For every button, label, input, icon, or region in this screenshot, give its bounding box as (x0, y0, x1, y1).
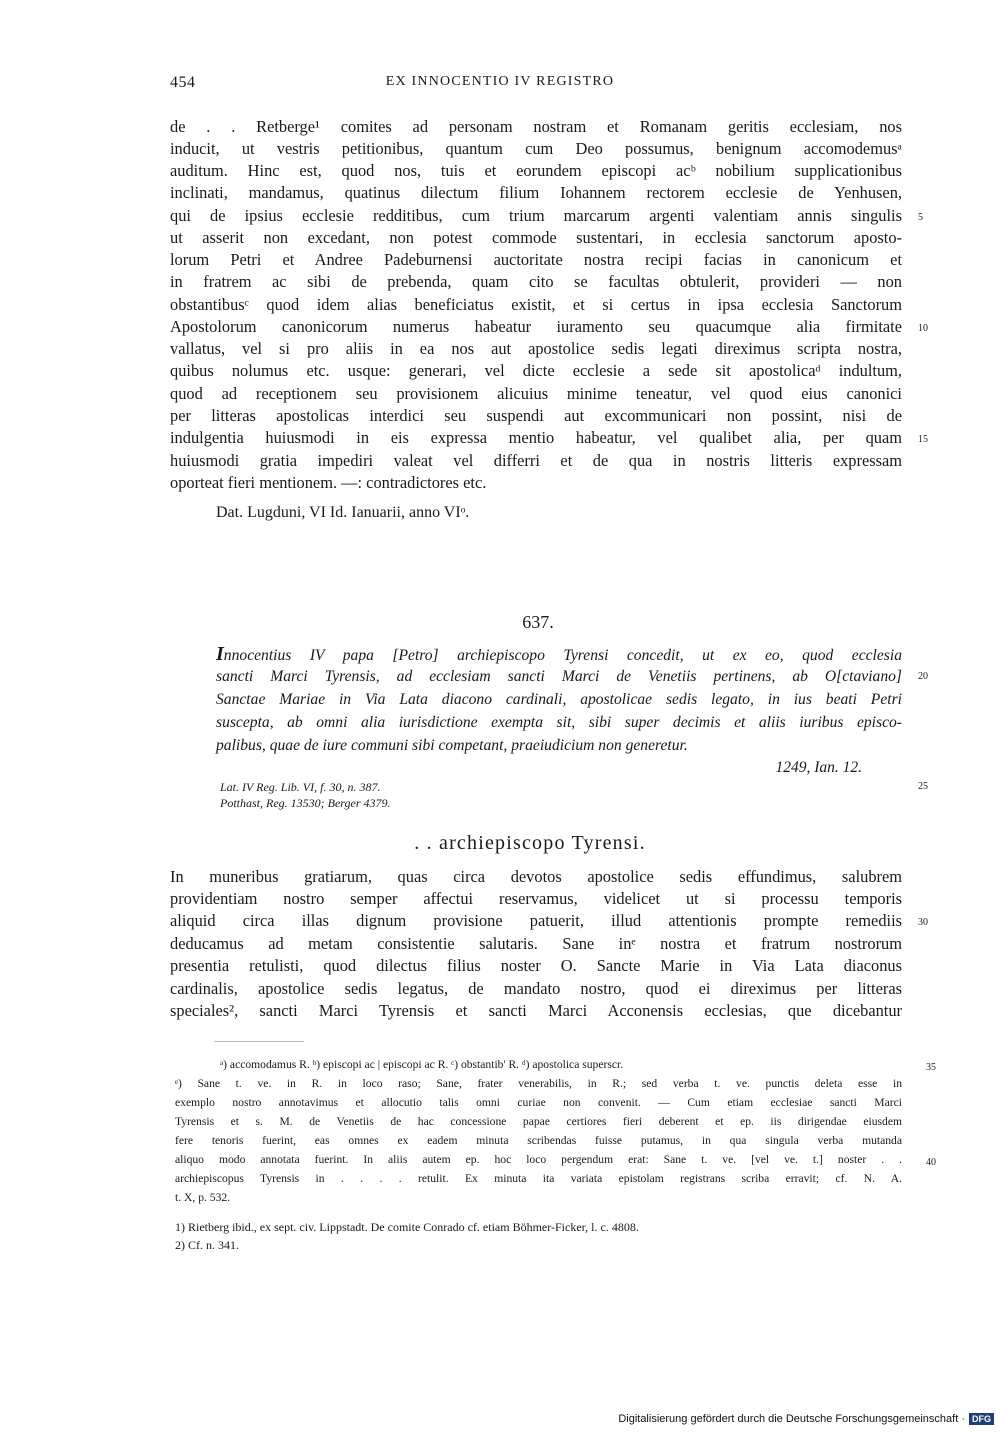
line-number: 5 (918, 212, 923, 223)
body-line: qui de ipsius ecclesie redditibus, cum trium marcarum argenti valentiam annis singulis (170, 206, 902, 225)
line-number: 20 (918, 671, 928, 682)
footnote-line: fere tenoris fuerint, eas omnes ex eadem minuta scribendas fuisse putamus, in qua singula verba mutanda (175, 1134, 902, 1147)
line-number: 15 (918, 434, 928, 445)
body-line: indulgentia huiusmodi in eis expressa mentio habeatur, vel qualibet alia, per quam (170, 428, 902, 447)
page-number: 454 (170, 74, 196, 91)
body-line: quibus nolumus etc. usque: generari, vel dicte ecclesie a sede sit apostolicaᵈ indultum, (170, 361, 902, 380)
line-number: 30 (918, 917, 928, 928)
letter-line: presentia retulisti, quod dilectus filius noster O. Sancte Marie in Via Lata diaconus (170, 956, 902, 975)
regest-line: palibus, quae de iure communi sibi competant, praeiudicium non generetur. (216, 737, 688, 754)
document-date: 1249, Ian. 12. (775, 759, 862, 776)
historical-note: 1) Rietberg ibid., ex sept. civ. Lippstadt. De comite Conrado cf. etiam Böhmer-Ficker, l. c. 4808. (175, 1220, 639, 1234)
body-line: inclinati, mandamus, quatinus dilectum filium Iohannem rectorem ecclesie de Yenhusen, (170, 183, 902, 202)
body-line: inducit, ut vestris petitionibus, quantum cum Deo possumus, benignum accomodemusᵃ (170, 139, 902, 158)
regest-line: sancti Marci Tyrensis, ad ecclesiam sancti Marci de Venetiis pertinens, ab O[ctaviano] (216, 668, 902, 685)
body-line: de . . Retberge¹ comites ad personam nostram et Romanam geritis ecclesiam, nos (170, 117, 902, 136)
dating-clause: Dat. Lugduni, VI Id. Ianuarii, anno VIᵒ. (216, 504, 470, 521)
body-line: auditum. Hinc est, quod nos, tuis et eorundem episcopi acᵇ nobilium supplicationibus (170, 161, 902, 180)
body-line: lorum Petri et Andree Padeburnensi auctoritate nostra recipi facias in canonicum et (170, 250, 902, 269)
regest-line: Sanctae Mariae in Via Lata diacono cardinali, apostolicae sedis legato, in ius beati Petri (216, 691, 902, 708)
body-line: quod ad receptionem seu provisionem alicuius minime teneatur, vel quod eius canonici (170, 384, 902, 403)
letter-line: speciales², sancti Marci Tyrensis et sancti Marci Acconensis ecclesias, que dicebantur (170, 1001, 902, 1020)
body-line: obstantibusᶜ quod idem alias beneficiatus existit, et si certus in ipsa ecclesia Sanctorum (170, 295, 902, 314)
regest-line (216, 643, 902, 667)
body-line: per litteras apostolicas interdici seu suspendi aut excommunicari non possint, nisi de (170, 406, 902, 425)
body-line: in fratrem ac sibi de prebenda, quam cito se facultas obtulerit, provideri — non (170, 272, 902, 291)
letter-line: deducamus ad metam consistentie salutaris. Sane inᵉ nostra et fratrum nostrorum (170, 934, 902, 953)
footnote-line: Tyrensis et s. M. de Venetiis de hac concessione papae certiores fieri deberent et ep. iis dirigendae eiusdem (175, 1115, 902, 1128)
letter-line: aliquid circa illas dignum provisione patuerit, illud attentionis prompte remediis (170, 911, 902, 930)
funding-credit (618, 1413, 994, 1425)
letter-line: providentiam nostro semper affectui reservamus, videlicet ut si processu temporis (170, 889, 902, 908)
letter-line: cardinalis, apostolice sedis legatus, de mandato nostro, quod ei direximus per litteras (170, 979, 902, 998)
letter-address: . . archiepiscopo Tyrensi. (414, 832, 646, 854)
footnote-line: ᵃ) accomodamus R. ᵇ) episcopi ac | episcopi ac R. ᶜ) obstantib' R. ᵈ) apostolica superscr. (220, 1058, 624, 1071)
credit-text: Digitalisierung gefördert durch die Deutsche Forschungsgemeinschaft · (618, 1413, 965, 1425)
line-number: 25 (918, 781, 928, 792)
dfg-logo-icon: DFG (969, 1413, 994, 1425)
body-line: ut asserit non excedant, non potest commode sustentari, in ecclesia sanctorum aposto- (170, 228, 902, 247)
body-line: vallatus, vel si pro aliis in ea nos aut apostolice sedis legati direximus scripta nostra, (170, 339, 902, 358)
line-number: 40 (926, 1157, 936, 1168)
footnote-line: ᵉ) Sane t. ve. in R. in loco raso; Sane, frater venerabilis, in R.; sed verba t. ve. punctis deleta esse in (175, 1077, 902, 1090)
line-number: 10 (918, 323, 928, 334)
letter-line: In muneribus gratiarum, quas circa devotos apostolice sedis effundimus, salubrem (170, 867, 902, 886)
body-line: huiusmodi gratia impediri valeat vel differri et de qua in nostris litteris expressam (170, 451, 902, 470)
source-citation: Lat. IV Reg. Lib. VI, f. 30, n. 387. (220, 780, 381, 794)
running-title: EX INNOCENTIO IV REGISTRO (385, 74, 615, 89)
footnote-line: exemplo nostro annotavimus et allocutio talis omni curiae non convenit. — Cum etiam ecclesiae sancti Marci (175, 1096, 902, 1109)
regest-initial: I (216, 643, 224, 665)
line-number: 35 (926, 1062, 936, 1073)
footnote-line: t. X, p. 532. (175, 1191, 231, 1204)
historical-note: 2) Cf. n. 341. (175, 1238, 239, 1252)
regest-line: suscepta, ab omni alia iurisdictione exempta sit, sibi super decimis et aliis iuribus episco- (216, 714, 902, 731)
source-citation: Potthast, Reg. 13530; Berger 4379. (220, 796, 391, 810)
footnote-line: aliquo modo annotata fuerint. In aliis autem ep. hoc loco pergendum erat: Sane t. ve. [vel ve. t.] noster . . (175, 1153, 902, 1166)
footnote-line: archiepiscopus Tyrensis in . . . . retulit. Ex minuta ita variata epistolam registrans scriba erravit; cf. N. A. (175, 1172, 902, 1185)
running-head (0, 74, 1000, 98)
body-line: Apostolorum canonicorum numerus habeatur iuramento seu quacumque alia firmitate (170, 317, 902, 336)
document-number: 637. (522, 612, 554, 632)
footnote-separator (214, 1041, 304, 1042)
regest-line-text: nnocentius IV papa [Petro] archiepiscopo Tyrensi concedit, ut ex eo, quod ecclesia (223, 647, 902, 664)
body-line: oporteat fieri mentionem. —: contradictores etc. (170, 473, 487, 492)
